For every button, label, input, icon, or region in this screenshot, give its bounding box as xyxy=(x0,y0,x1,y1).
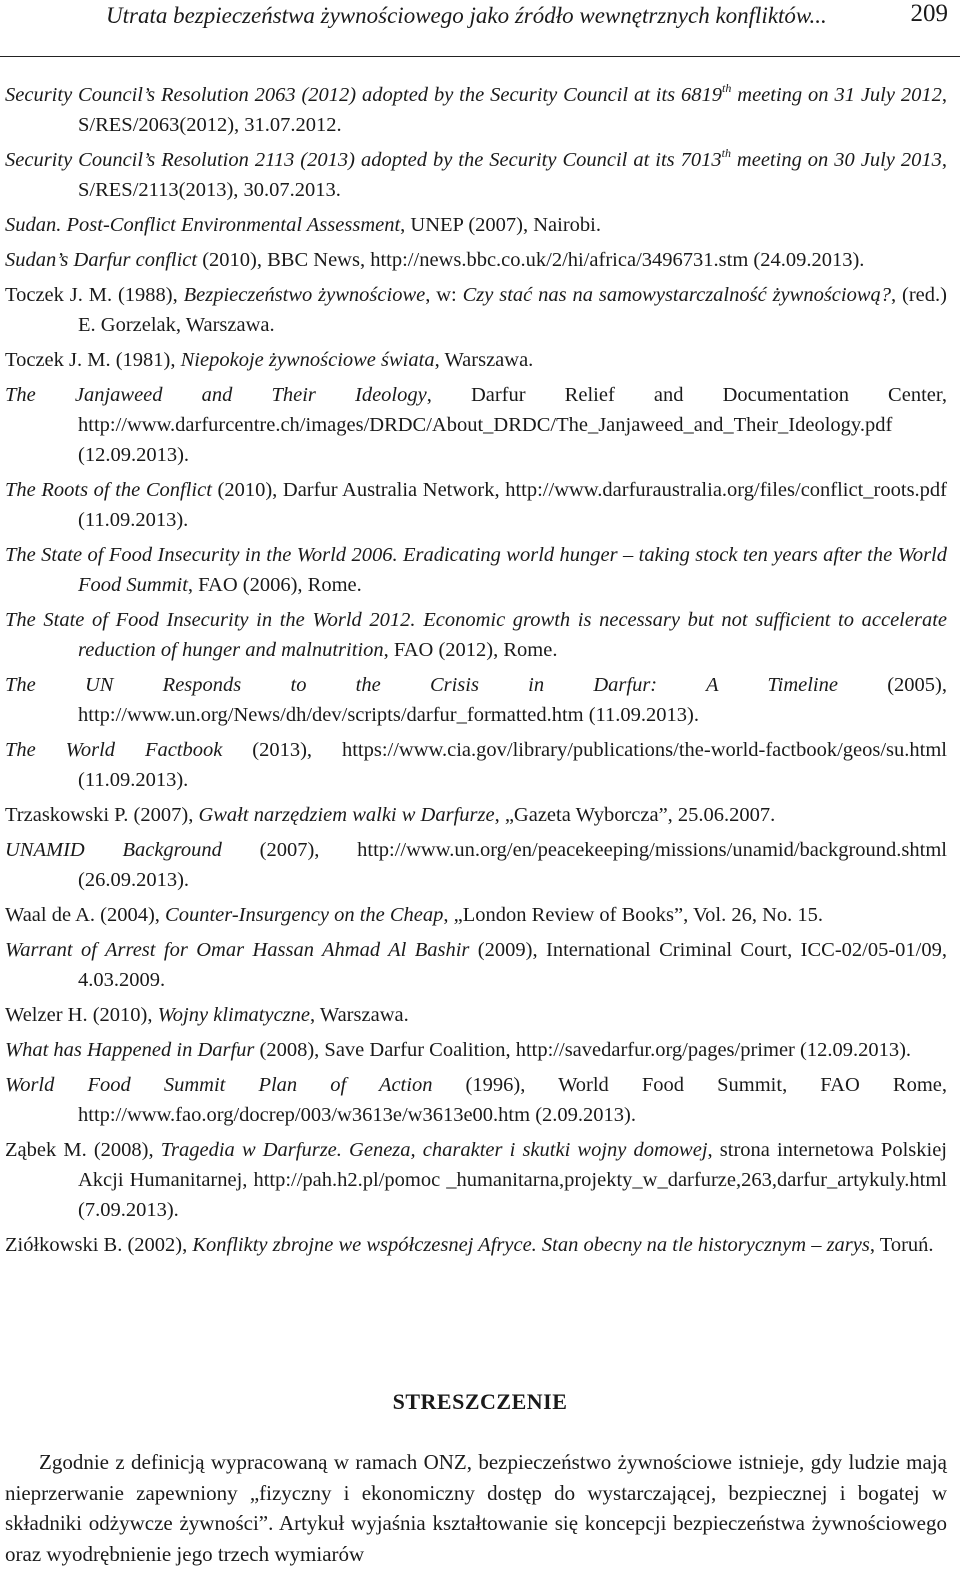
entry-title-text: th xyxy=(722,81,732,95)
entry-title-text: The State of Food Insecurity in the World 2012. Economic growth is necessary but not sufficient to accelerate reduction of hunger and malnutrition xyxy=(5,609,947,661)
entry-text: , S/RES/2113(2013), 30.07.2013. xyxy=(78,149,947,201)
summary-paragraph: Zgodnie z definicją wypracowaną w ramach ONZ, bezpieczeństwo żywnościowe istnieje, gdy ludzie mają nieprzerwanie zapewniony „fizyczny i ekonomiczny dostęp do wystarczającej, bezpiecznej i bogatej w składniki odżywcze żywności”. Artykuł wyjaśnia kształtowanie się koncepcji bezpieczeństwa żywnościowego oraz wyodrębnienie jego trzech wymiarów xyxy=(5,1450,947,1566)
entry-text: , w: xyxy=(425,284,463,306)
entry-title-text: World Food Summit Plan of Action xyxy=(5,1074,433,1096)
entry-title-text: What has Happened in Darfur xyxy=(5,1039,255,1061)
entry-text: , strona internetowa Polskiej Akcji Humanitarnej, http://pah.h2.pl/pomoc _humanitarna,projekty_w_darfurze,263,darfur_artykuly.html (7.09.2013). xyxy=(78,1139,947,1221)
entry-text: (2005), http://www.un.org/News/dh/dev/scripts/darfur_formatted.htm (11.09.2013). xyxy=(78,674,947,726)
entry-text: , UNEP (2007), Nairobi. xyxy=(400,214,601,236)
entry-title-text: Security Council’s Resolution 2063 (2012) adopted by the Security Council at its 6819 xyxy=(5,84,723,106)
bibliography-entry xyxy=(5,1035,947,1065)
entry-title-text: Security Council’s Resolution 2113 (2013) adopted by the Security Council at its 7013 xyxy=(5,149,722,171)
entry-title-text: Bezpieczeństwo żywnościowe xyxy=(183,284,426,306)
bibliography-entry xyxy=(5,145,947,205)
entry-text: , (red.) E. Gorzelak, Warszawa. xyxy=(78,284,947,336)
entry-title-text: Sudan’s Darfur conflict xyxy=(5,249,198,271)
entry-title-text: UNAMID Background xyxy=(5,839,222,861)
summary-heading: STRESZCZENIE xyxy=(392,1389,568,1414)
entry-title-text: The World Factbook xyxy=(5,739,223,761)
entry-title-text: The Janjaweed and Their Ideology xyxy=(5,384,427,406)
entry-text: Welzer H. (2010), xyxy=(5,1004,158,1026)
bibliography-entry xyxy=(5,475,947,535)
entry-title-text: Niepokoje żywnościowe świata xyxy=(180,349,435,371)
bibliography-entry xyxy=(5,540,947,600)
bibliography-entry xyxy=(5,1230,947,1260)
entry-text: (2010), BBC News, http://news.bbc.co.uk/2/hi/africa/3496731.stm (24.09.2013). xyxy=(197,249,865,271)
bibliography-entry xyxy=(5,735,947,795)
entry-text: , FAO (2012), Rome. xyxy=(383,639,558,661)
entry-title-text: Konflikty zbrojne we współczesnej Afryce. Stan obecny na tle historycznym – zarys xyxy=(192,1234,870,1256)
entry-text: , Warszawa. xyxy=(434,349,534,371)
entry-text: , „London Review of Books”, Vol. 26, No. 15. xyxy=(443,904,824,926)
entry-text: , FAO (2006), Rome. xyxy=(187,574,362,596)
entry-text: , Warszawa. xyxy=(310,1004,409,1026)
bibliography-entry xyxy=(5,605,947,665)
bibliography-entry xyxy=(5,935,947,995)
bibliography-entry xyxy=(5,1000,947,1030)
entry-title-text: Counter-Insurgency on the Cheap xyxy=(165,904,444,926)
running-title: Utrata bezpieczeństwa żywnościowego jako źródło wewnętrznych konfliktów... xyxy=(106,3,827,28)
bibliography-entry xyxy=(5,835,947,895)
entry-text: , S/RES/2063(2012), 31.07.2012. xyxy=(78,84,947,136)
entry-text: Ząbek M. (2008), xyxy=(5,1139,161,1161)
entry-title-text: The UN Responds to the Crisis in Darfur: A Timeline xyxy=(5,674,838,696)
entry-title-text: Sudan. Post-Conflict Environmental Assessment xyxy=(5,214,401,236)
entry-text: Trzaskowski P. (2007), xyxy=(5,804,199,826)
entry-text: (1996), World Food Summit, FAO Rome, http://www.fao.org/docrep/003/w3613e/w3613e00.htm (2.09.2013). xyxy=(78,1074,947,1126)
entry-title-text: Gwałt narzędziem walki w Darfurze xyxy=(198,804,495,826)
entry-title-text: th xyxy=(721,146,731,160)
entry-title-text: The Roots of the Conflict xyxy=(5,479,212,501)
entry-text: Toczek J. M. (1988), xyxy=(5,284,184,306)
entry-text: , Toruń. xyxy=(869,1234,934,1256)
entry-title-text: meeting on 31 July 2012 xyxy=(731,84,942,106)
entry-title-text: Warrant of Arrest for Omar Hassan Ahmad Al Bashir xyxy=(5,939,470,961)
bibliography-list xyxy=(5,80,947,1265)
entry-text: (2008), Save Darfur Coalition, http://savedarfur.org/pages/primer (12.09.2013). xyxy=(254,1039,912,1061)
bibliography-entry xyxy=(5,345,947,375)
bibliography-entry xyxy=(5,900,947,930)
entry-text: (2009), International Criminal Court, ICC-02/05-01/09, 4.03.2009. xyxy=(78,939,947,991)
bibliography-entry xyxy=(5,280,947,340)
bibliography-entry xyxy=(5,670,947,730)
bibliography-entry xyxy=(5,1135,947,1225)
bibliography-entry xyxy=(5,80,947,140)
page-number: 209 xyxy=(910,0,948,27)
entry-text: , „Gazeta Wyborcza”, 25.06.2007. xyxy=(494,804,776,826)
bibliography-entry xyxy=(5,1070,947,1130)
bibliography-entry xyxy=(5,800,947,830)
entry-title-text: meeting on 30 July 2013 xyxy=(730,149,942,171)
bibliography-entry xyxy=(5,380,947,470)
entry-text: (2007), http://www.un.org/en/peacekeeping/missions/unamid/background.shtml (26.09.2013). xyxy=(78,839,947,891)
entry-text: Waal de A. (2004), xyxy=(5,904,166,926)
entry-text: , Darfur Relief and Documentation Center, http://www.darfurcentre.ch/images/DRDC/About_DRDC/The_Janjaweed_and_Their_Ideology.pdf (12.09.2013). xyxy=(78,384,947,466)
entry-title-text: The State of Food Insecurity in the World 2006. Eradicating world hunger – taking stock ten years after the World Food Summit xyxy=(5,544,947,596)
entry-title-text: Czy stać nas na samowystarczalność żywnościową? xyxy=(462,284,892,306)
entry-text: Ziółkowski B. (2002), xyxy=(5,1234,193,1256)
bibliography-entry xyxy=(5,245,947,275)
entry-text: (2013), https://www.cia.gov/library/publications/the-world-factbook/geos/su.html (11.09.2013). xyxy=(78,739,947,791)
entry-text: (2010), Darfur Australia Network, http://www.darfuraustralia.org/files/conflict_roots.pdf (11.09.2013). xyxy=(78,479,948,531)
entry-title-text: Tragedia w Darfurze. Geneza, charakter i skutki wojny domowej xyxy=(160,1139,708,1161)
bibliography-entry xyxy=(5,210,947,240)
entry-text: Toczek J. M. (1981), xyxy=(5,349,181,371)
running-header xyxy=(0,0,960,57)
entry-title-text: Wojny klimatyczne xyxy=(157,1004,310,1026)
